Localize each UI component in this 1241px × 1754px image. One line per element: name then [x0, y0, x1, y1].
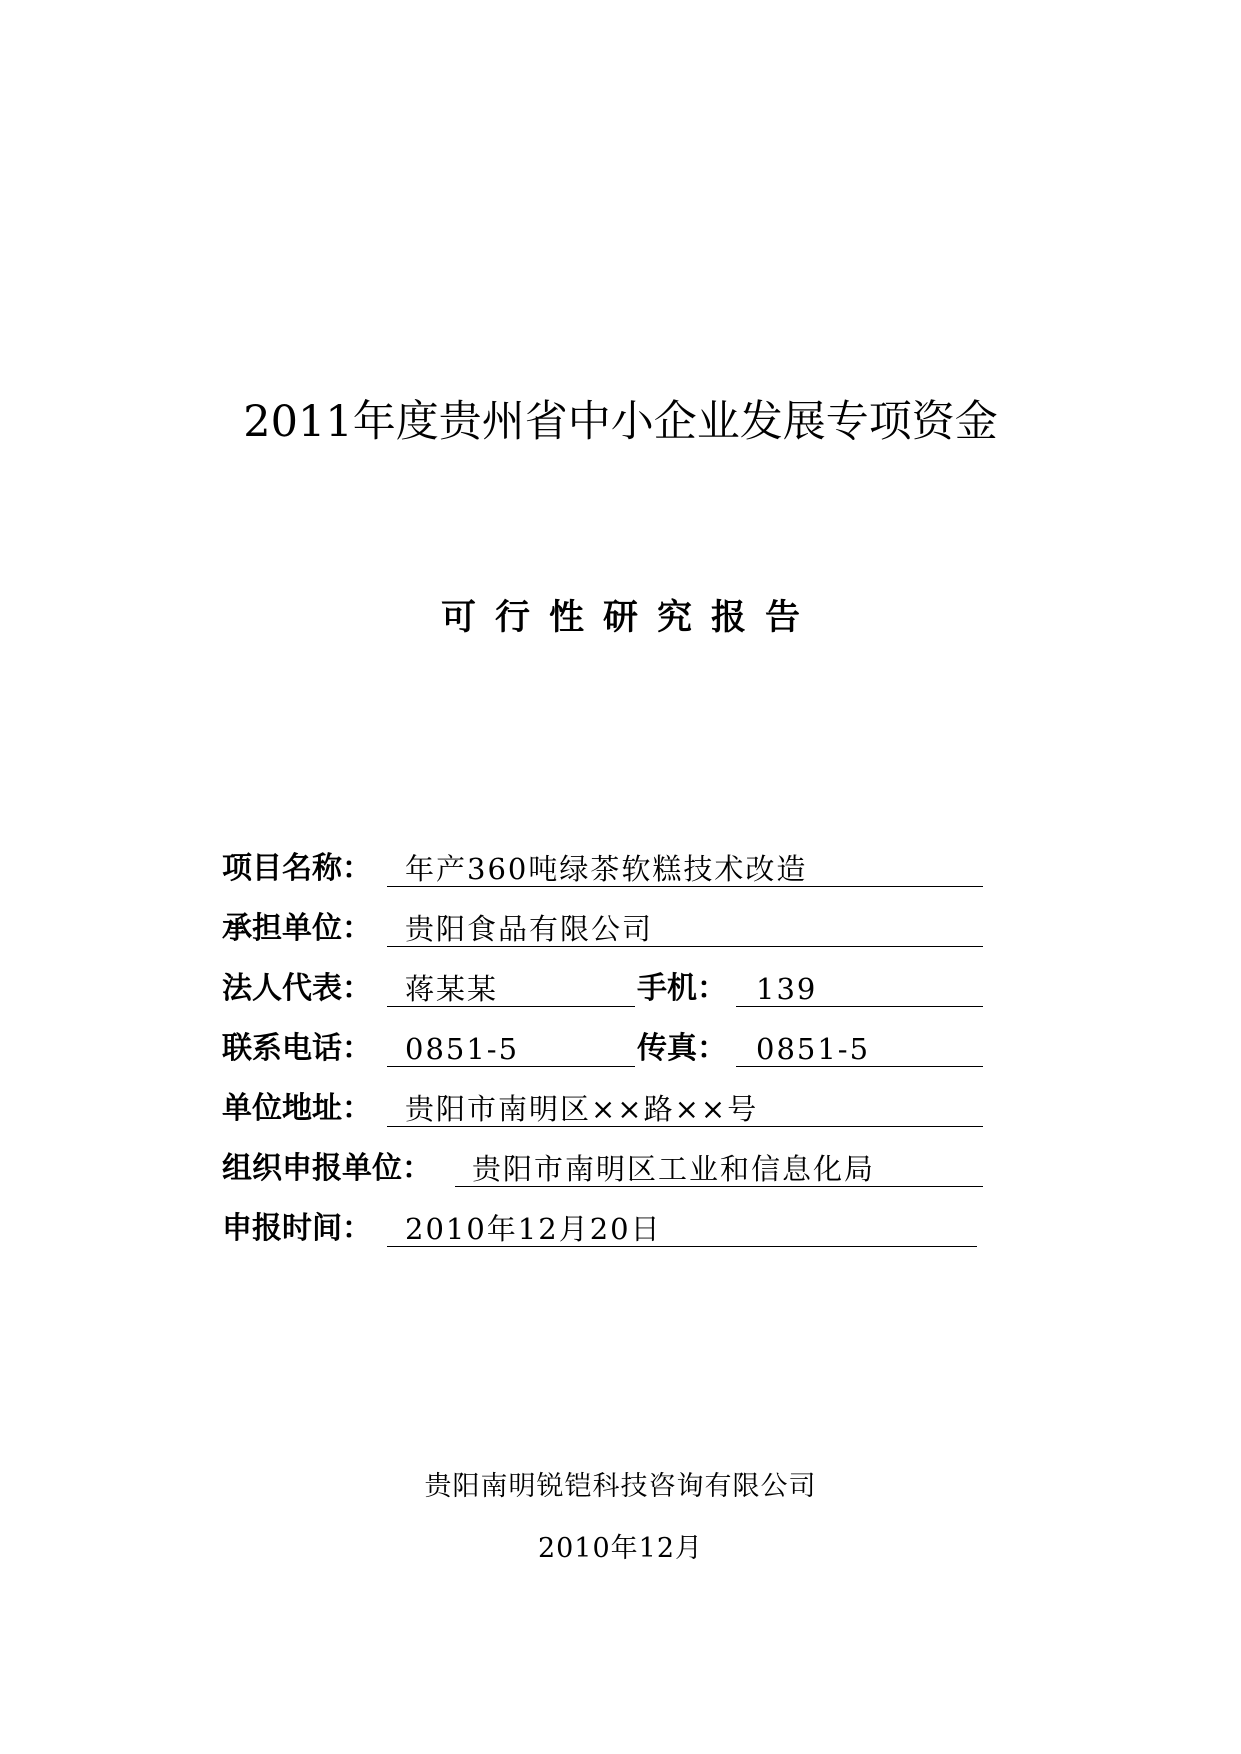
document-subtitle: 可行性研究报告: [440, 598, 819, 638]
address-row: [0, 1090, 1241, 1128]
undertaker-row: [0, 910, 1241, 948]
address-value: 贵阳市南明区××路××号: [405, 1092, 759, 1126]
phone-row: [0, 1030, 1241, 1068]
apply-time-value: 2010年12月20日: [405, 1212, 662, 1246]
footer-date: 2010年12月: [537, 1533, 704, 1564]
org-unit-label: 组织申报单位：: [222, 1151, 432, 1186]
undertaker-label: 承担单位：: [222, 911, 372, 946]
fax-label: 传真：: [637, 1031, 727, 1066]
apply-time-row: [0, 1210, 1241, 1248]
phone-label: 联系电话：: [222, 1031, 372, 1066]
legal-rep-label: 法人代表：: [222, 971, 372, 1006]
mobile-label: 手机：: [637, 971, 727, 1006]
project-name-label: 项目名称：: [222, 851, 372, 886]
document-title: 2011年度贵州省中小企业发展专项资金: [243, 397, 998, 447]
org-unit-row: [0, 1150, 1241, 1188]
footer-company: 贵阳南明锐铠科技咨询有限公司: [424, 1471, 817, 1502]
phone-value: 0851-5: [405, 1032, 520, 1066]
project-name-row: [0, 850, 1241, 888]
address-label: 单位地址：: [222, 1091, 372, 1126]
mobile-value: 139: [756, 972, 818, 1006]
fax-value: 0851-5: [756, 1032, 871, 1066]
org-unit-value: 贵阳市南明区工业和信息化局: [472, 1152, 876, 1186]
legal-rep-row: [0, 970, 1241, 1008]
undertaker-value: 贵阳食品有限公司: [405, 912, 654, 946]
project-name-value: 年产360吨绿茶软糕技术改造: [405, 852, 808, 886]
apply-time-label: 申报时间：: [222, 1211, 372, 1246]
legal-rep-value: 蒋某某: [405, 972, 499, 1006]
